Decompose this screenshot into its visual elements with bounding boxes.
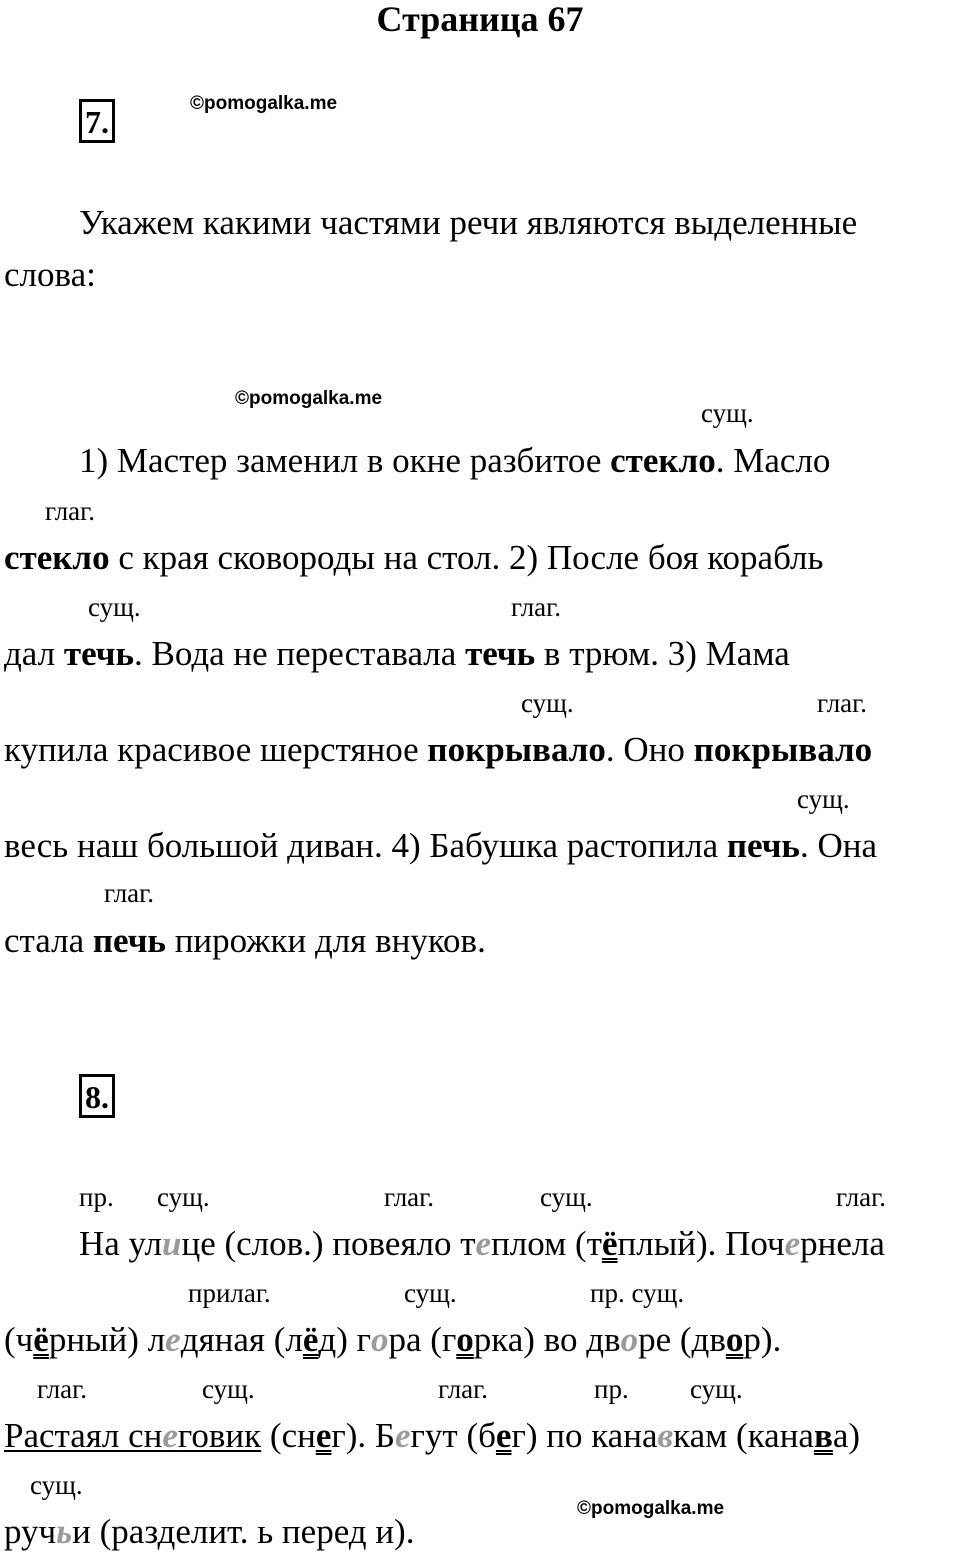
task7-line3: дал течь. Вода не переставала течь в трюм. 3) Мама: [4, 634, 790, 673]
pos-label: сущ.: [521, 688, 574, 718]
pos-label: сущ.: [202, 1374, 255, 1404]
pos-label: пр. сущ.: [590, 1278, 685, 1308]
pos-label: сущ.: [540, 1182, 593, 1212]
pos-label: сущ.: [404, 1278, 457, 1308]
pos-label: пр.: [79, 1182, 114, 1212]
task7-intro-line1: Укажем какими частями речи являются выделенные: [79, 203, 858, 242]
task7-line2: стекло с края сковороды на стол. 2) После боя корабль: [4, 538, 824, 577]
watermark: ©pomogalka.me: [577, 1498, 725, 1519]
watermark: ©pomogalka.me: [190, 93, 338, 114]
task7-line1: 1) Мастер заменил в окне разбитое стекло. Масло: [79, 441, 831, 480]
pos-label: сущ.: [690, 1374, 743, 1404]
pos-label: сущ.: [88, 592, 141, 622]
pos-label: сущ.: [797, 784, 850, 814]
page-title: Страница 67: [376, 0, 584, 39]
task8-line1: На улице (слов.) повеяло теплом (тёплый). Почернела: [79, 1224, 885, 1263]
task7-intro-line2: слова:: [4, 255, 96, 294]
task7-line5: весь наш большой диван. 4) Бабушка растопила печь. Она: [4, 826, 877, 865]
task7-line6: стала печь пирожки для внуков.: [4, 921, 486, 960]
grammatical-basis: Растаял снеговик: [4, 1416, 262, 1455]
pos-label: прилаг.: [188, 1278, 271, 1308]
pos-label: пр.: [594, 1374, 629, 1404]
watermark: ©pomogalka.me: [235, 388, 383, 409]
pos-label: сущ.: [157, 1182, 210, 1212]
pos-label: сущ.: [30, 1470, 83, 1500]
task-number-7: 7.: [79, 99, 115, 143]
pos-label: глаг.: [37, 1374, 87, 1404]
pos-label: сущ.: [701, 398, 754, 428]
task8-line2: (чёрный) ледяная (лёд) гора (горка) во дворе (двор).: [4, 1320, 782, 1359]
task8-line4: ручьи (разделит. ь перед и).: [4, 1512, 415, 1551]
task-number-8: 8.: [79, 1074, 115, 1118]
pos-label: глаг.: [511, 592, 561, 622]
pos-label: глаг.: [104, 878, 154, 908]
pos-label: глаг.: [384, 1182, 434, 1212]
pos-label: глаг.: [817, 688, 867, 718]
pos-label: глаг.: [438, 1374, 488, 1404]
pos-label: глаг.: [836, 1182, 886, 1212]
pos-label: глаг.: [45, 496, 95, 526]
task8-line3: Растаял снеговик (снег). Бегут (бег) по канавкам (канава): [4, 1416, 861, 1455]
task7-line4: купила красивое шерстяное покрывало. Оно покрывало: [4, 730, 873, 769]
